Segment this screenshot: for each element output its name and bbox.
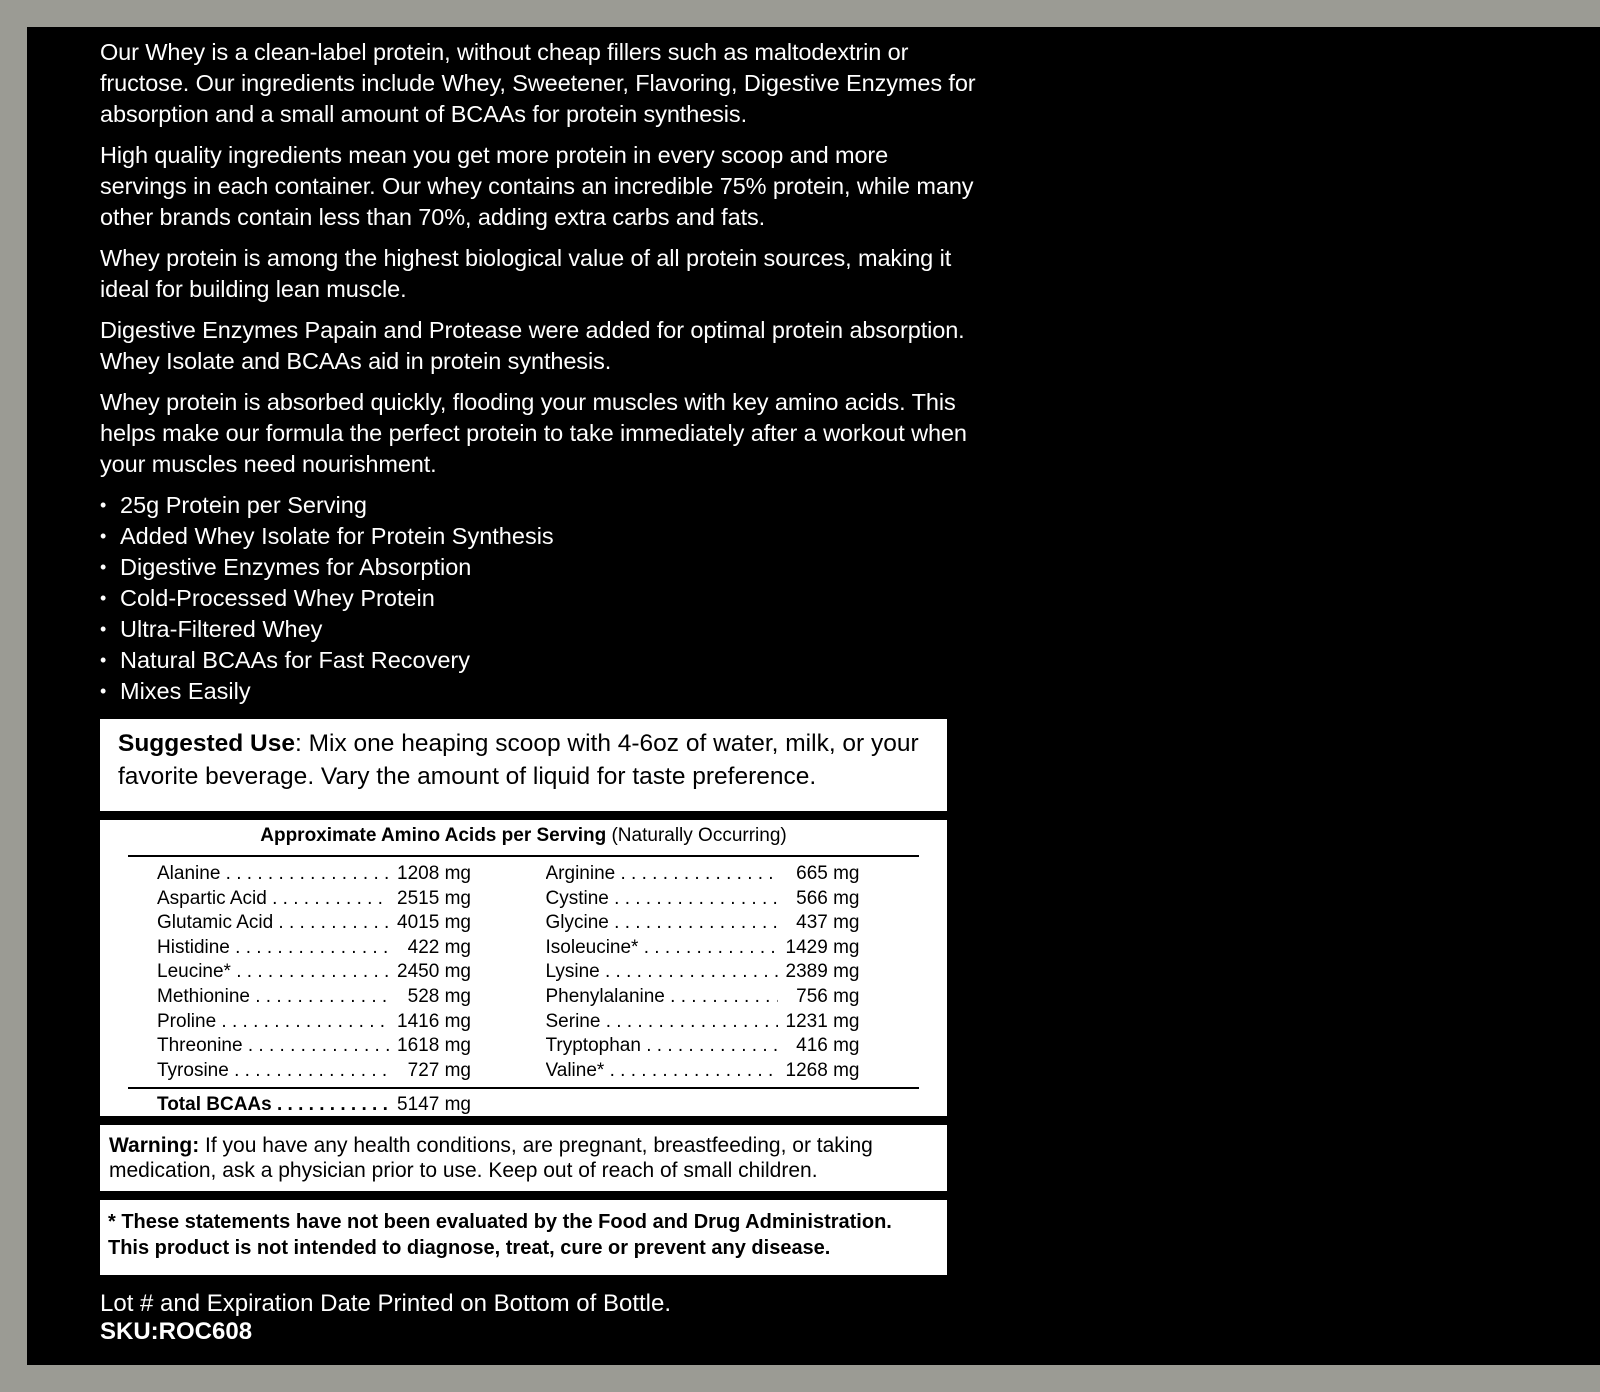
amino-value: 422 mg (407, 936, 471, 958)
amino-title-bold: Approximate Amino Acids per Serving (260, 825, 607, 846)
amino-row (546, 887, 920, 912)
feature-item (100, 645, 980, 676)
amino-name: Serine . . . (546, 1010, 778, 1035)
warning-box (100, 1125, 947, 1191)
amino-value: 756 mg (796, 985, 860, 1007)
amino-row (157, 1034, 524, 1059)
amino-name: Histidine . . . (157, 936, 389, 961)
suggested-use-box (100, 719, 947, 811)
total-bcaas-value: 5147 mg (397, 1094, 471, 1116)
amino-value: 566 mg (796, 887, 860, 909)
total-bcaas-row (128, 1089, 919, 1118)
feature-text: Ultra-Filtered Whey (120, 616, 323, 642)
amino-name: Leucine* . . . (157, 960, 389, 985)
intro-text (100, 37, 980, 480)
amino-row (157, 936, 524, 961)
amino-title-note: (Naturally Occurring) (606, 825, 787, 846)
feature-text: Mixes Easily (120, 678, 251, 704)
amino-row (546, 985, 920, 1010)
bullet-icon: • (100, 495, 107, 515)
feature-text: Digestive Enzymes for Absorption (120, 554, 472, 580)
sku-code: SKU:ROC608 (100, 1318, 253, 1345)
amino-acids-panel (100, 820, 947, 1116)
amino-value: 4015 mg (397, 912, 471, 934)
amino-value: 437 mg (796, 912, 860, 934)
intro-paragraph: High quality ingredients mean you get more protein in every scoop and more servings in each container. Our whey contains an incredible 75% protein, while many other brands contain less than 70%, adding extra carbs and fats. (100, 142, 974, 230)
label-content (100, 37, 980, 1346)
intro-paragraph: Whey protein is absorbed quickly, flooding your muscles with key amino acids. This helps make our formula the perfect protein to take immediately after a workout when your muscles need nourishment. (100, 389, 967, 477)
amino-name: Tyrosine . . . (157, 1059, 389, 1084)
amino-row (546, 960, 920, 985)
feature-item (100, 552, 980, 583)
feature-list (100, 490, 980, 707)
intro-paragraph: Digestive Enzymes Papain and Protease were added for optimal protein absorption. Whey Isolate and BCAAs aid in protein synthesis. (100, 317, 965, 374)
amino-value: 2515 mg (397, 887, 471, 909)
amino-row (157, 1059, 524, 1084)
fda-line: This product is not intended to diagnose, treat, cure or prevent any disease. (108, 1237, 831, 1259)
label-panel (27, 27, 1600, 1365)
amino-value: 727 mg (407, 1059, 471, 1081)
amino-grid (128, 857, 919, 1089)
bullet-icon: • (100, 557, 107, 577)
suggested-use-text: : Mix one heaping scoop with 4-6oz of water, milk, or your favorite beverage. Vary the amount of liquid for taste preference. (118, 730, 919, 790)
amino-name: Lysine . . . (546, 960, 778, 985)
amino-name: Isoleucine* . . . (546, 936, 778, 961)
amino-value: 1618 mg (397, 1035, 471, 1057)
feature-item (100, 490, 980, 521)
suggested-use-label: Suggested Use (118, 730, 295, 757)
amino-name: Threonine . . . (157, 1034, 389, 1059)
amino-name: Valine* . . . (546, 1059, 778, 1084)
intro-paragraph: Whey protein is among the highest biological value of all protein sources, making it ideal for building lean muscle. (100, 245, 952, 302)
amino-row (546, 936, 920, 961)
intro-paragraph: Our Whey is a clean-label protein, without cheap fillers such as maltodextrin or fructose. Our ingredients include Whey, Sweetener, Flavoring, Digestive Enzymes for absorption and a small amount of BCAAs for protein synthesis. (100, 39, 976, 127)
feature-text: Natural BCAAs for Fast Recovery (120, 647, 470, 673)
amino-row (157, 862, 524, 887)
amino-value: 416 mg (796, 1035, 860, 1057)
amino-name: Methionine . . . (157, 985, 389, 1010)
amino-row (157, 960, 524, 985)
amino-name: Glycine . . . (546, 911, 778, 936)
amino-name: Phenylalanine . . . (546, 985, 778, 1010)
feature-item (100, 521, 980, 552)
fda-disclaimer-box (100, 1200, 947, 1275)
fda-line: * These statements have not been evaluated by the Food and Drug Administration. (108, 1211, 892, 1233)
amino-value: 1429 mg (785, 936, 860, 958)
amino-name: Tryptophan . . . (546, 1034, 778, 1059)
amino-name: Alanine . . . (157, 862, 389, 887)
amino-value: 2389 mg (785, 961, 860, 983)
amino-row (157, 911, 524, 936)
amino-value: 1231 mg (785, 1010, 860, 1032)
feature-item (100, 614, 980, 645)
bullet-icon: • (100, 650, 107, 670)
amino-row (546, 911, 920, 936)
feature-text: Cold-Processed Whey Protein (120, 585, 435, 611)
feature-item (100, 583, 980, 614)
amino-value: 2450 mg (397, 961, 471, 983)
feature-text: 25g Protein per Serving (120, 492, 367, 518)
amino-row (546, 1010, 920, 1035)
bullet-icon: • (100, 619, 107, 639)
amino-name: Cystine . . . (546, 887, 778, 912)
amino-name: Proline . . . (157, 1010, 389, 1035)
amino-value: 1208 mg (397, 863, 471, 884)
amino-row (546, 862, 920, 887)
amino-column-right (524, 862, 920, 1083)
bullet-icon: • (100, 588, 107, 608)
amino-row (546, 1059, 920, 1084)
amino-name: Aspartic Acid . . . (157, 887, 389, 912)
bullet-icon: • (100, 526, 107, 546)
amino-value: 528 mg (407, 985, 471, 1007)
amino-row (546, 1034, 920, 1059)
amino-column-left (128, 862, 524, 1083)
amino-row (157, 985, 524, 1010)
bullet-icon: • (100, 681, 107, 701)
amino-title (128, 824, 919, 857)
amino-name: Arginine . . . (546, 862, 778, 887)
amino-value: 1416 mg (397, 1010, 471, 1032)
warning-label: Warning: (109, 1134, 200, 1157)
amino-value: 1268 mg (785, 1059, 860, 1081)
amino-name: Glutamic Acid . . . (157, 911, 389, 936)
warning-text: If you have any health conditions, are pregnant, breastfeeding, or taking medication, ask a physician prior to use. Keep out of reach of small children. (109, 1134, 873, 1182)
amino-row (157, 887, 524, 912)
lot-expiration-note: Lot # and Expiration Date Printed on Bottom of Bottle. (100, 1290, 672, 1317)
amino-value: 665 mg (796, 863, 860, 884)
feature-item (100, 676, 980, 707)
amino-row (157, 1010, 524, 1035)
total-bcaas-label: Total BCAAs . . . (157, 1093, 389, 1118)
feature-text: Added Whey Isolate for Protein Synthesis (120, 523, 554, 549)
